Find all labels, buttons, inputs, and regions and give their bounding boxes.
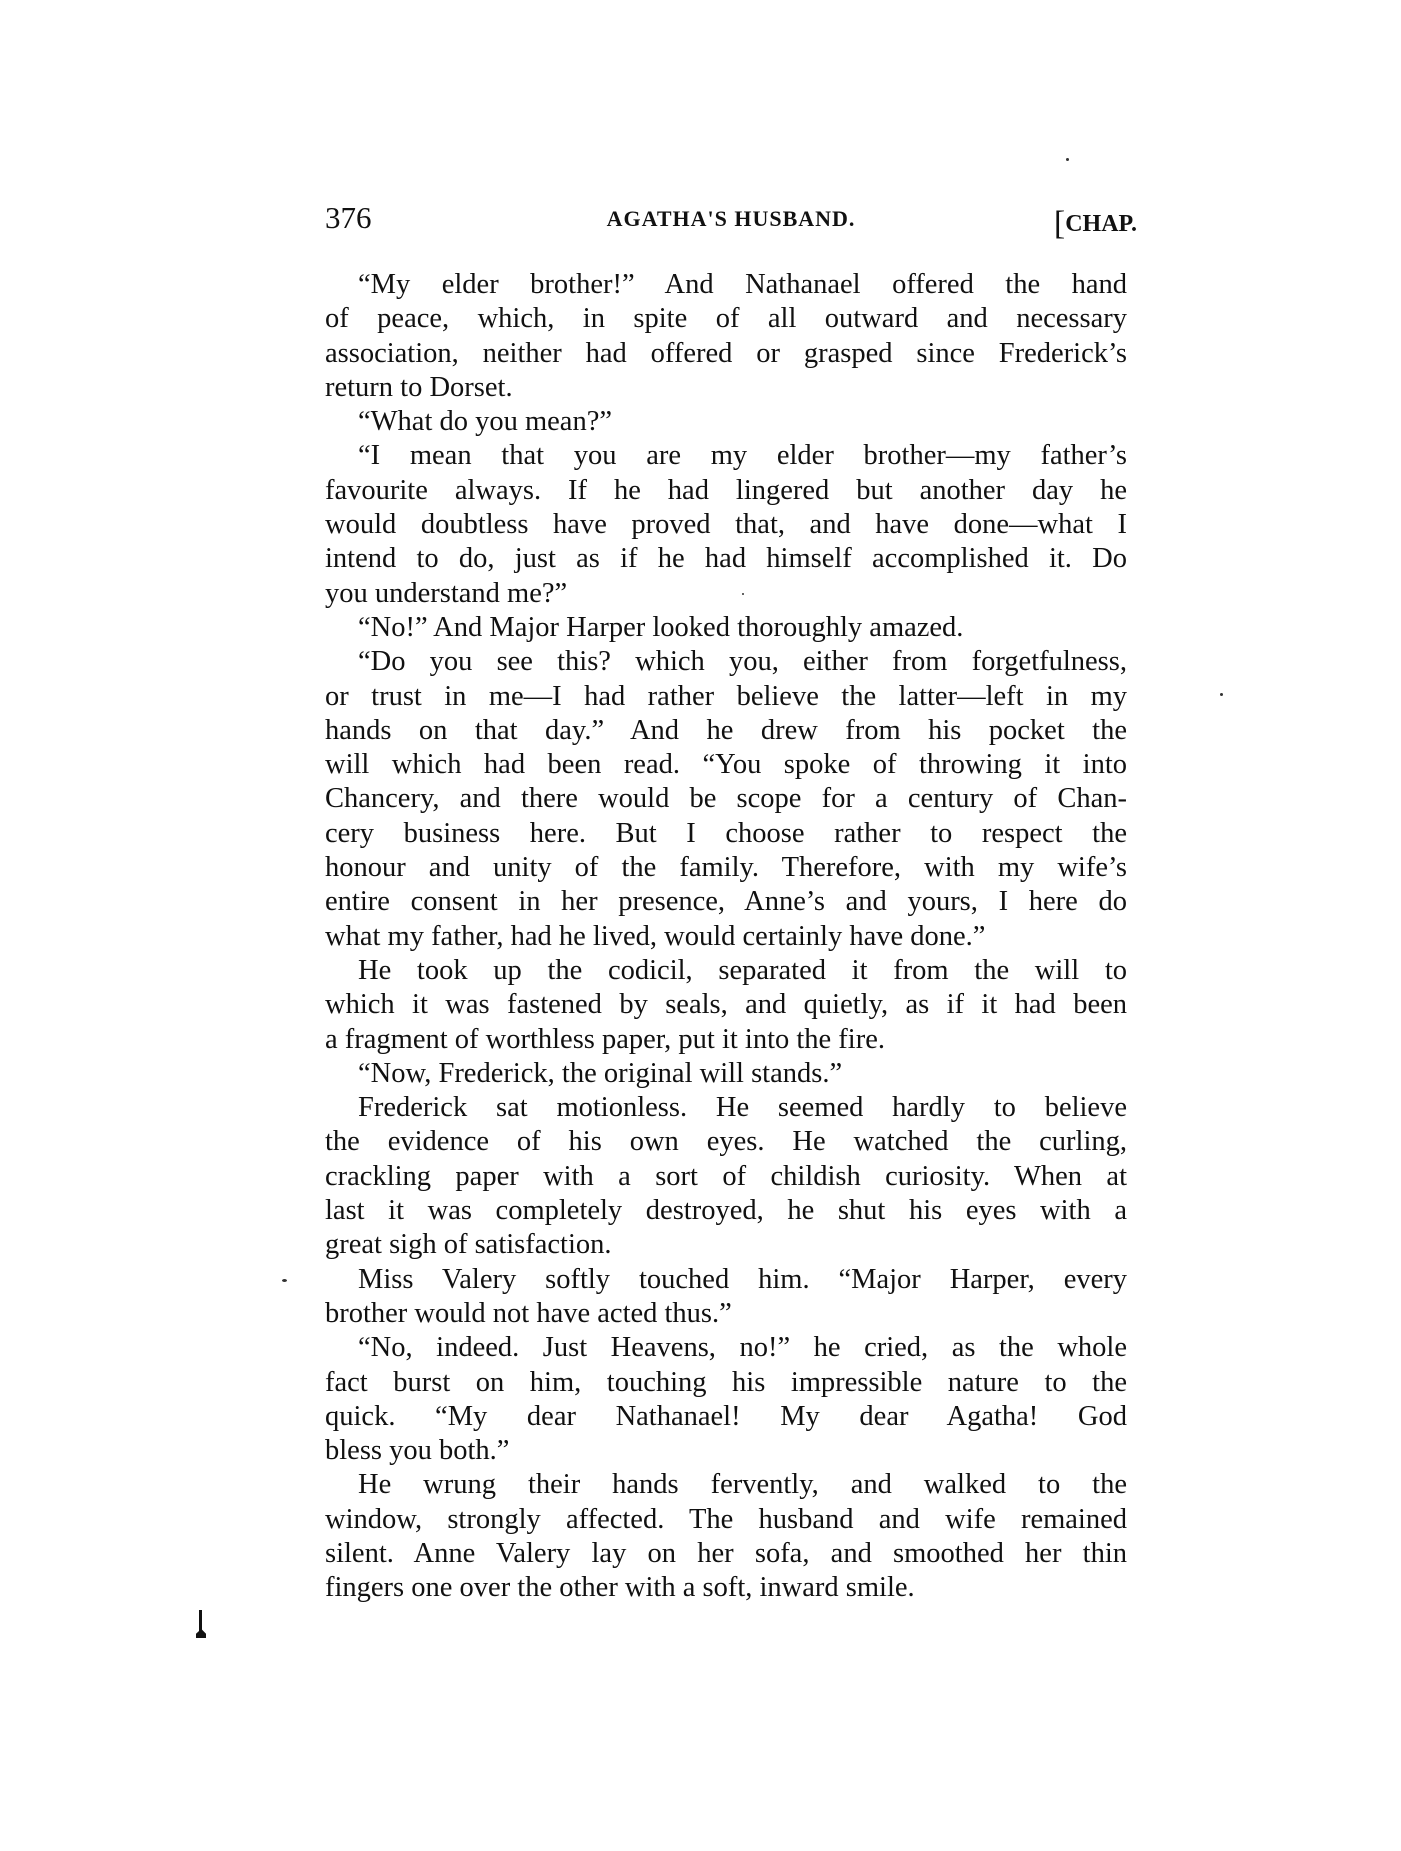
scan-speck bbox=[1066, 158, 1069, 161]
scan-speck bbox=[282, 1279, 287, 1282]
text-line: window, strongly affected. The husband and wife remained bbox=[325, 1503, 1127, 1535]
text-line: or trust in me—I had rather believe the latter—left in my bbox=[325, 680, 1127, 712]
text-line: great sigh of satisfaction. bbox=[325, 1229, 612, 1261]
text-line: “No!” And Major Harper looked thoroughly amazed. bbox=[358, 611, 964, 643]
text-line: of peace, which, in spite of all outward and necessary bbox=[325, 303, 1127, 335]
text-line: what my father, had he lived, would certainly have done.” bbox=[325, 920, 986, 952]
chapter-bracket: [ bbox=[1053, 205, 1066, 242]
text-line: last it was completely destroyed, he shut his eyes with a bbox=[325, 1195, 1127, 1227]
text-line: return to Dorset. bbox=[325, 371, 513, 403]
text-line: favourite always. If he had lingered but another day he bbox=[325, 474, 1127, 506]
page-number: 376 bbox=[325, 200, 372, 235]
text-line: He took up the codicil, separated it from the will to bbox=[358, 954, 1127, 986]
text-line: bless you both.” bbox=[325, 1435, 510, 1467]
text-line: silent. Anne Valery lay on her sofa, and smoothed her thin bbox=[325, 1537, 1127, 1569]
text-line: you understand me?” bbox=[325, 577, 568, 609]
text-line: “What do you mean?” bbox=[358, 406, 613, 438]
chapter-text: CHAP. bbox=[1065, 211, 1137, 237]
text-line: “I mean that you are my elder brother—my father’s bbox=[358, 440, 1127, 472]
text-line: cery business here. But I choose rather to respect the bbox=[325, 817, 1127, 849]
scan-speck bbox=[742, 593, 744, 595]
text-line: crackling paper with a sort of childish curiosity. When at bbox=[325, 1160, 1127, 1192]
text-line: will which had been read. “You spoke of throwing it into bbox=[325, 749, 1127, 781]
text-line: would doubtless have proved that, and have done—what I bbox=[325, 509, 1127, 541]
text-line: the evidence of his own eyes. He watched the curling, bbox=[325, 1126, 1127, 1158]
text-line: entire consent in her presence, Anne’s and yours, I here do bbox=[325, 886, 1127, 918]
chapter-label bbox=[1054, 202, 1137, 240]
page-body-text bbox=[325, 268, 1127, 1606]
text-line: He wrung their hands fervently, and walked to the bbox=[358, 1469, 1127, 1501]
text-line: hands on that day.” And he drew from his pocket the bbox=[325, 714, 1127, 746]
text-line: Chancery, and there would be scope for a century of Chan- bbox=[325, 783, 1127, 815]
text-line: honour and unity of the family. Therefore, with my wife’s bbox=[325, 852, 1127, 884]
text-line: brother would not have acted thus.” bbox=[325, 1297, 732, 1329]
text-line: fact burst on him, touching his impressible nature to the bbox=[325, 1366, 1127, 1398]
text-line: Frederick sat motionless. He seemed hardly to believe bbox=[358, 1092, 1127, 1124]
text-line: “Do you see this? which you, either from forgetfulness, bbox=[358, 646, 1127, 678]
scan-speck bbox=[1220, 693, 1223, 696]
running-header bbox=[325, 200, 1137, 240]
text-line: Miss Valery softly touched him. “Major Harper, every bbox=[358, 1263, 1127, 1295]
text-line: association, neither had offered or grasped since Frederick’s bbox=[325, 337, 1127, 369]
text-line: which it was fastened by seals, and quietly, as if it had been bbox=[325, 989, 1127, 1021]
text-line: fingers one over the other with a soft, inward smile. bbox=[325, 1572, 915, 1604]
running-title: AGATHA'S HUSBAND. bbox=[606, 206, 856, 231]
text-line: “My elder brother!” And Nathanael offered the hand bbox=[358, 269, 1127, 300]
scan-mark bbox=[196, 1610, 206, 1638]
text-line: “No, indeed. Just Heavens, no!” he cried, as the whole bbox=[358, 1332, 1127, 1364]
text-line: “Now, Frederick, the original will stands.” bbox=[358, 1057, 843, 1089]
text-line: intend to do, just as if he had himself accomplished it. Do bbox=[325, 543, 1127, 575]
text-line: quick. “My dear Nathanael! My dear Agatha! God bbox=[325, 1400, 1127, 1432]
text-line: a fragment of worthless paper, put it into the fire. bbox=[325, 1023, 885, 1055]
